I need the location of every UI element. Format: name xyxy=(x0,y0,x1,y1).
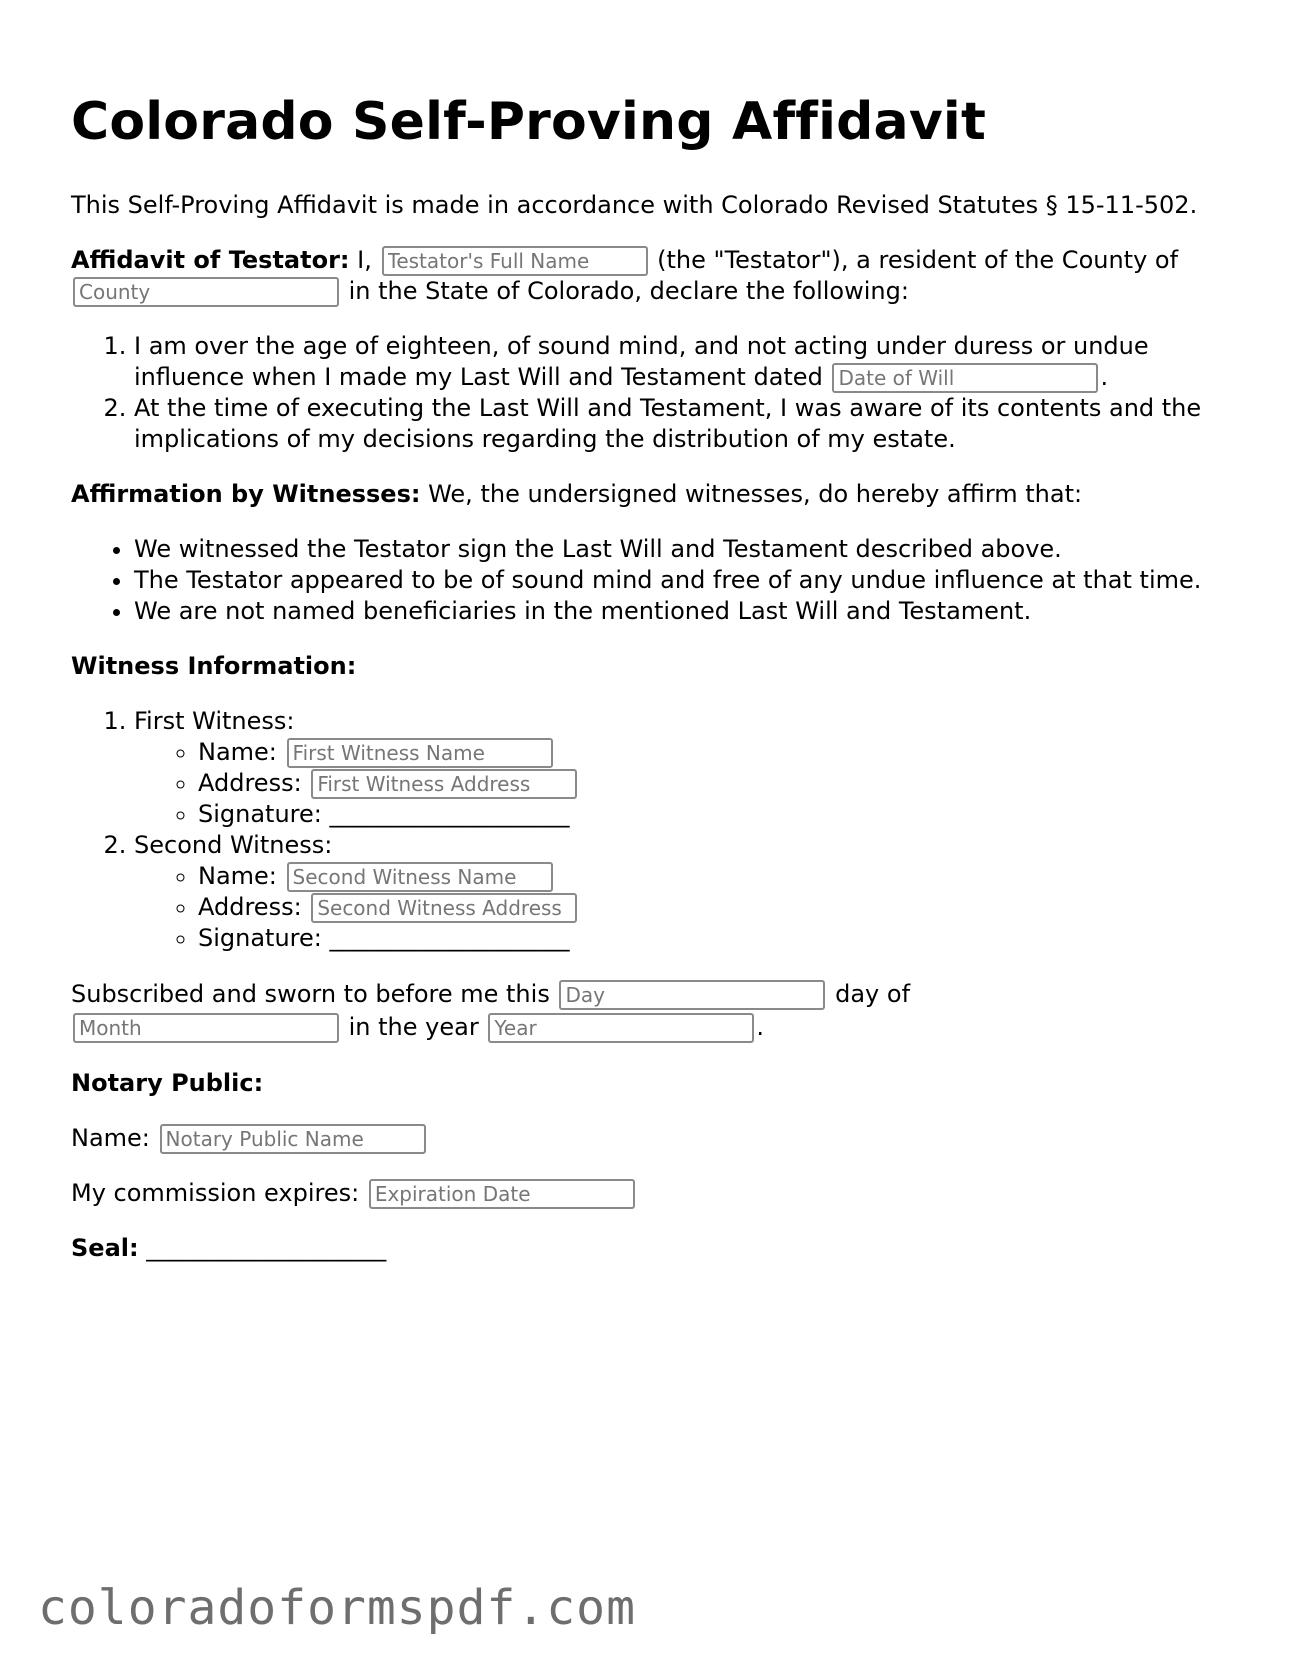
testator-heading: Affidavit of Testator: xyxy=(71,246,350,274)
second-witness-name-label: Name: xyxy=(198,862,277,890)
year-input[interactable] xyxy=(488,1013,754,1043)
notary-name-label: Name: xyxy=(71,1124,150,1152)
notary-heading xyxy=(71,1068,1221,1099)
second-witness-signature-row xyxy=(198,923,1221,954)
affirmation-text: We, the undersigned witnesses, do hereby affirm that: xyxy=(428,480,1083,508)
statement-1-text: I am over the age of eighteen, of sound mind, and not acting under duress or undue influence when I made my Last Will and Testament dated xyxy=(134,332,1149,391)
second-witness-name-row xyxy=(198,861,1221,892)
second-witness-signature-line: ____________________ xyxy=(329,924,570,952)
notary-heading-text: Notary Public: xyxy=(71,1069,264,1097)
first-witness-label: First Witness: xyxy=(134,707,295,735)
first-witness-fields xyxy=(134,737,1221,830)
site-watermark: coloradoformspdf.com xyxy=(38,1580,636,1636)
affirmation-item: • The Testator appeared to be of sound mind and free of any undue influence at that time. xyxy=(134,565,1221,596)
commission-label: My commission expires: xyxy=(71,1179,360,1207)
affirmation-paragraph xyxy=(71,479,1221,510)
first-witness-signature-label: Signature: xyxy=(198,800,322,828)
second-witness-signature-label: Signature: xyxy=(198,924,322,952)
first-witness-signature-line: ____________________ xyxy=(329,800,570,828)
testator-text-before-name: I, xyxy=(357,246,372,274)
testator-text-after-county: in the State of Colorado, declare the following: xyxy=(348,277,909,305)
second-witness xyxy=(134,830,1221,954)
first-witness xyxy=(134,706,1221,830)
first-witness-signature-row xyxy=(198,799,1221,830)
second-witness-label: Second Witness: xyxy=(134,831,333,859)
notary-name-input[interactable] xyxy=(160,1124,426,1154)
intro-paragraph: This Self-Proving Affidavit is made in accordance with Colorado Revised Statutes § 15-11-502. xyxy=(71,191,1198,219)
testator-name-input[interactable] xyxy=(382,246,648,276)
affirmation-list xyxy=(71,534,1221,627)
sworn-text-2: day of xyxy=(835,980,911,1008)
sworn-end: . xyxy=(756,1013,764,1041)
second-witness-address-input[interactable] xyxy=(311,893,577,923)
seal-line: ____________________ xyxy=(146,1234,387,1262)
sworn-text-1: Subscribed and sworn to before me this xyxy=(71,980,550,1008)
second-witness-address-row xyxy=(198,892,1221,923)
notary-name-row xyxy=(71,1123,1221,1154)
date-of-will-input[interactable] xyxy=(832,363,1098,393)
first-witness-address-row xyxy=(198,768,1221,799)
month-input[interactable] xyxy=(73,1013,339,1043)
statement-item: 2. At the time of executing the Last Will and Testament, I was aware of its contents and the implications of my decisions regarding the distribution of my estate. xyxy=(134,393,1221,455)
page-title: Colorado Self-Proving Affidavit xyxy=(71,92,987,152)
second-witness-name-input[interactable] xyxy=(287,862,553,892)
first-witness-name-row xyxy=(198,737,1221,768)
witness-info-heading xyxy=(71,651,1221,682)
testator-statements xyxy=(71,331,1221,455)
first-witness-address-input[interactable] xyxy=(311,769,577,799)
affirmation-heading: Affirmation by Witnesses: xyxy=(71,480,421,508)
testator-text-after-name: (the "Testator"), a resident of the County of xyxy=(657,246,1179,274)
second-witness-address-label: Address: xyxy=(198,893,302,921)
seal-row xyxy=(71,1233,1221,1264)
affirmation-item: • We witnessed the Testator sign the Last Will and Testament described above. xyxy=(134,534,1221,565)
sworn-paragraph xyxy=(71,978,971,1044)
county-input[interactable] xyxy=(73,277,339,307)
commission-row xyxy=(71,1178,1221,1209)
testator-paragraph xyxy=(71,245,1221,307)
first-witness-name-input[interactable] xyxy=(287,738,553,768)
sworn-text-3: in the year xyxy=(348,1013,479,1041)
first-witness-address-label: Address: xyxy=(198,769,302,797)
affidavit-page xyxy=(71,0,1221,1264)
witness-list xyxy=(71,706,1221,954)
seal-label: Seal: xyxy=(71,1234,139,1262)
statement-item xyxy=(134,331,1221,393)
statement-1-end: . xyxy=(1100,363,1109,391)
first-witness-name-label: Name: xyxy=(198,738,277,766)
witness-info-heading-text: Witness Information: xyxy=(71,652,357,680)
commission-expiration-input[interactable] xyxy=(369,1179,635,1209)
affirmation-item: • We are not named beneficiaries in the mentioned Last Will and Testament. xyxy=(134,596,1221,627)
day-input[interactable] xyxy=(559,980,825,1010)
second-witness-fields xyxy=(134,861,1221,954)
